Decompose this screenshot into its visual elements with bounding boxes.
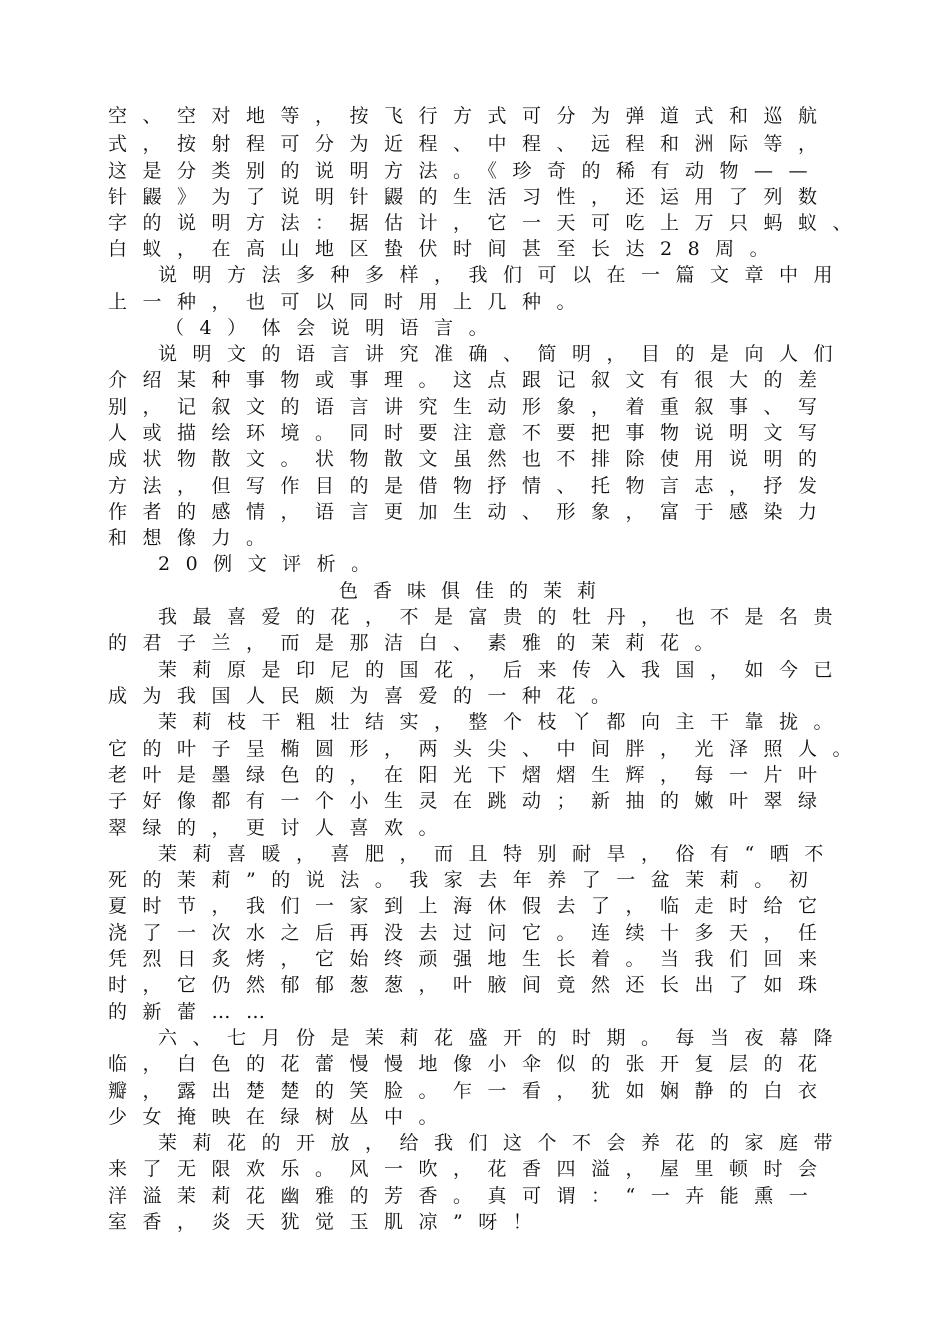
text-line: 死的茉莉”的说法。我家去年养了一盆茉莉。初 [108,869,824,891]
text-line: 它的叶子呈椭圆形，两头尖、中间胖，光泽照人。 [108,738,868,760]
text-line: 和想像力。 [108,527,281,549]
paragraph-first-line: 茉莉枝干粗壮结实，整个枝丫都向主干靠拢。 [158,711,849,733]
text-line: 人或描绘环境。同时要注意不要把事物说明文写 [108,422,833,444]
paragraph-first-line: 茉莉花的开放，给我们这个不会养花的家庭带 [158,1132,849,1154]
text-line: 空、空对地等，按飞行方式可分为弹道式和巡航 [108,105,833,127]
text-line: 上一种，也可以同时用上几种。 [108,291,592,313]
text-line: 洋溢茉莉花幽雅的芳香。真可谓：“一卉能熏一 [108,1185,824,1207]
text-line: 时，它仍然郁郁葱葱，叶腋间竟然还长出了如珠 [108,974,833,996]
text-line: 浇了一次水之后再没去过问它。连续十多天，任 [108,922,833,944]
paragraph-first-line: 六、七月份是茉莉花盛开的时期。每当夜幕降 [158,1027,849,1049]
text-line: 来了无限欢乐。风一吹，花香四溢，屋里顿时会 [108,1158,833,1180]
text-line: 字的说明方法：据估计，它一天可吃上万只蚂蚁、 [108,212,868,234]
text-line: 针鼹》为了说明针鼹的生活习性，还运用了列数 [108,186,833,208]
paragraph-first-line: 茉莉原是印尼的国花，后来传入我国，如今已 [158,659,849,681]
text-line: 子好像都有一个小生灵在跳动；新抽的嫩叶翠绿 [108,790,833,812]
text-line: 成状物散文。状物散文虽然也不排除使用说明的 [108,448,833,470]
text-line: 夏时节，我们一家到上海休假去了，临走时给它 [108,895,833,917]
text-line: 少女掩映在绿树丛中。 [108,1106,454,1128]
text-line: 老叶是墨绿色的，在阳光下熠熠生辉，每一片叶 [108,764,833,786]
paragraph-first-line: 我最喜爱的花，不是富贵的牡丹，也不是名贵 [158,606,849,628]
text-line: 白蚁，在高山地区蛰伏时间甚至长达28周。 [108,238,785,260]
section-heading: （4）体会说明语言。 [165,317,504,339]
text-line: 式，按射程可分为近程、中程、远程和洲际等， [108,133,833,155]
paragraph-first-line: 说明方法多种多样，我们可以在一篇文章中用 [158,264,849,286]
text-line: 瓣，露出楚楚的笑脸。乍一看，犹如娴静的白衣 [108,1080,833,1102]
section-heading: 20例文评析。 [158,553,386,575]
text-line: 凭烈日炙烤，它始终顽强地生长着。当我们回来 [108,948,833,970]
paragraph-first-line: 说明文的语言讲究准确、简明，目的是向人们 [158,343,849,365]
text-line: 临，白色的花蕾慢慢地像小伞似的张开复层的花 [108,1053,833,1075]
text-line: 这是分类别的说明方法。《珍奇的稀有动物—— [108,160,824,182]
text-line: 的新蕾…… [108,1001,281,1023]
text-line: 别，记叙文的语言讲究生动形象，着重叙事、写 [108,396,833,418]
paragraph-first-line: 茉莉喜暖，喜肥，而且特别耐旱，俗有“晒不 [158,843,839,865]
text-line: 室香，炎天犹觉玉肌凉”呀！ [108,1211,548,1233]
text-line: 的君子兰，而是那洁白、素雅的茉莉花。 [108,632,730,654]
text-line: 翠绿的，更讨人喜欢。 [108,817,454,839]
essay-title: 色香味俱佳的茉莉 [338,580,611,602]
text-line: 成为我国人民颇为喜爱的一种花。 [108,685,626,707]
text-line: 方法，但写作目的是借物抒情、托物言志，抒发 [108,475,833,497]
text-line: 介绍某种事物或事理。这点跟记叙文有很大的差 [108,369,833,391]
text-line: 作者的感情，语言更加生动、形象，富于感染力 [108,501,833,523]
